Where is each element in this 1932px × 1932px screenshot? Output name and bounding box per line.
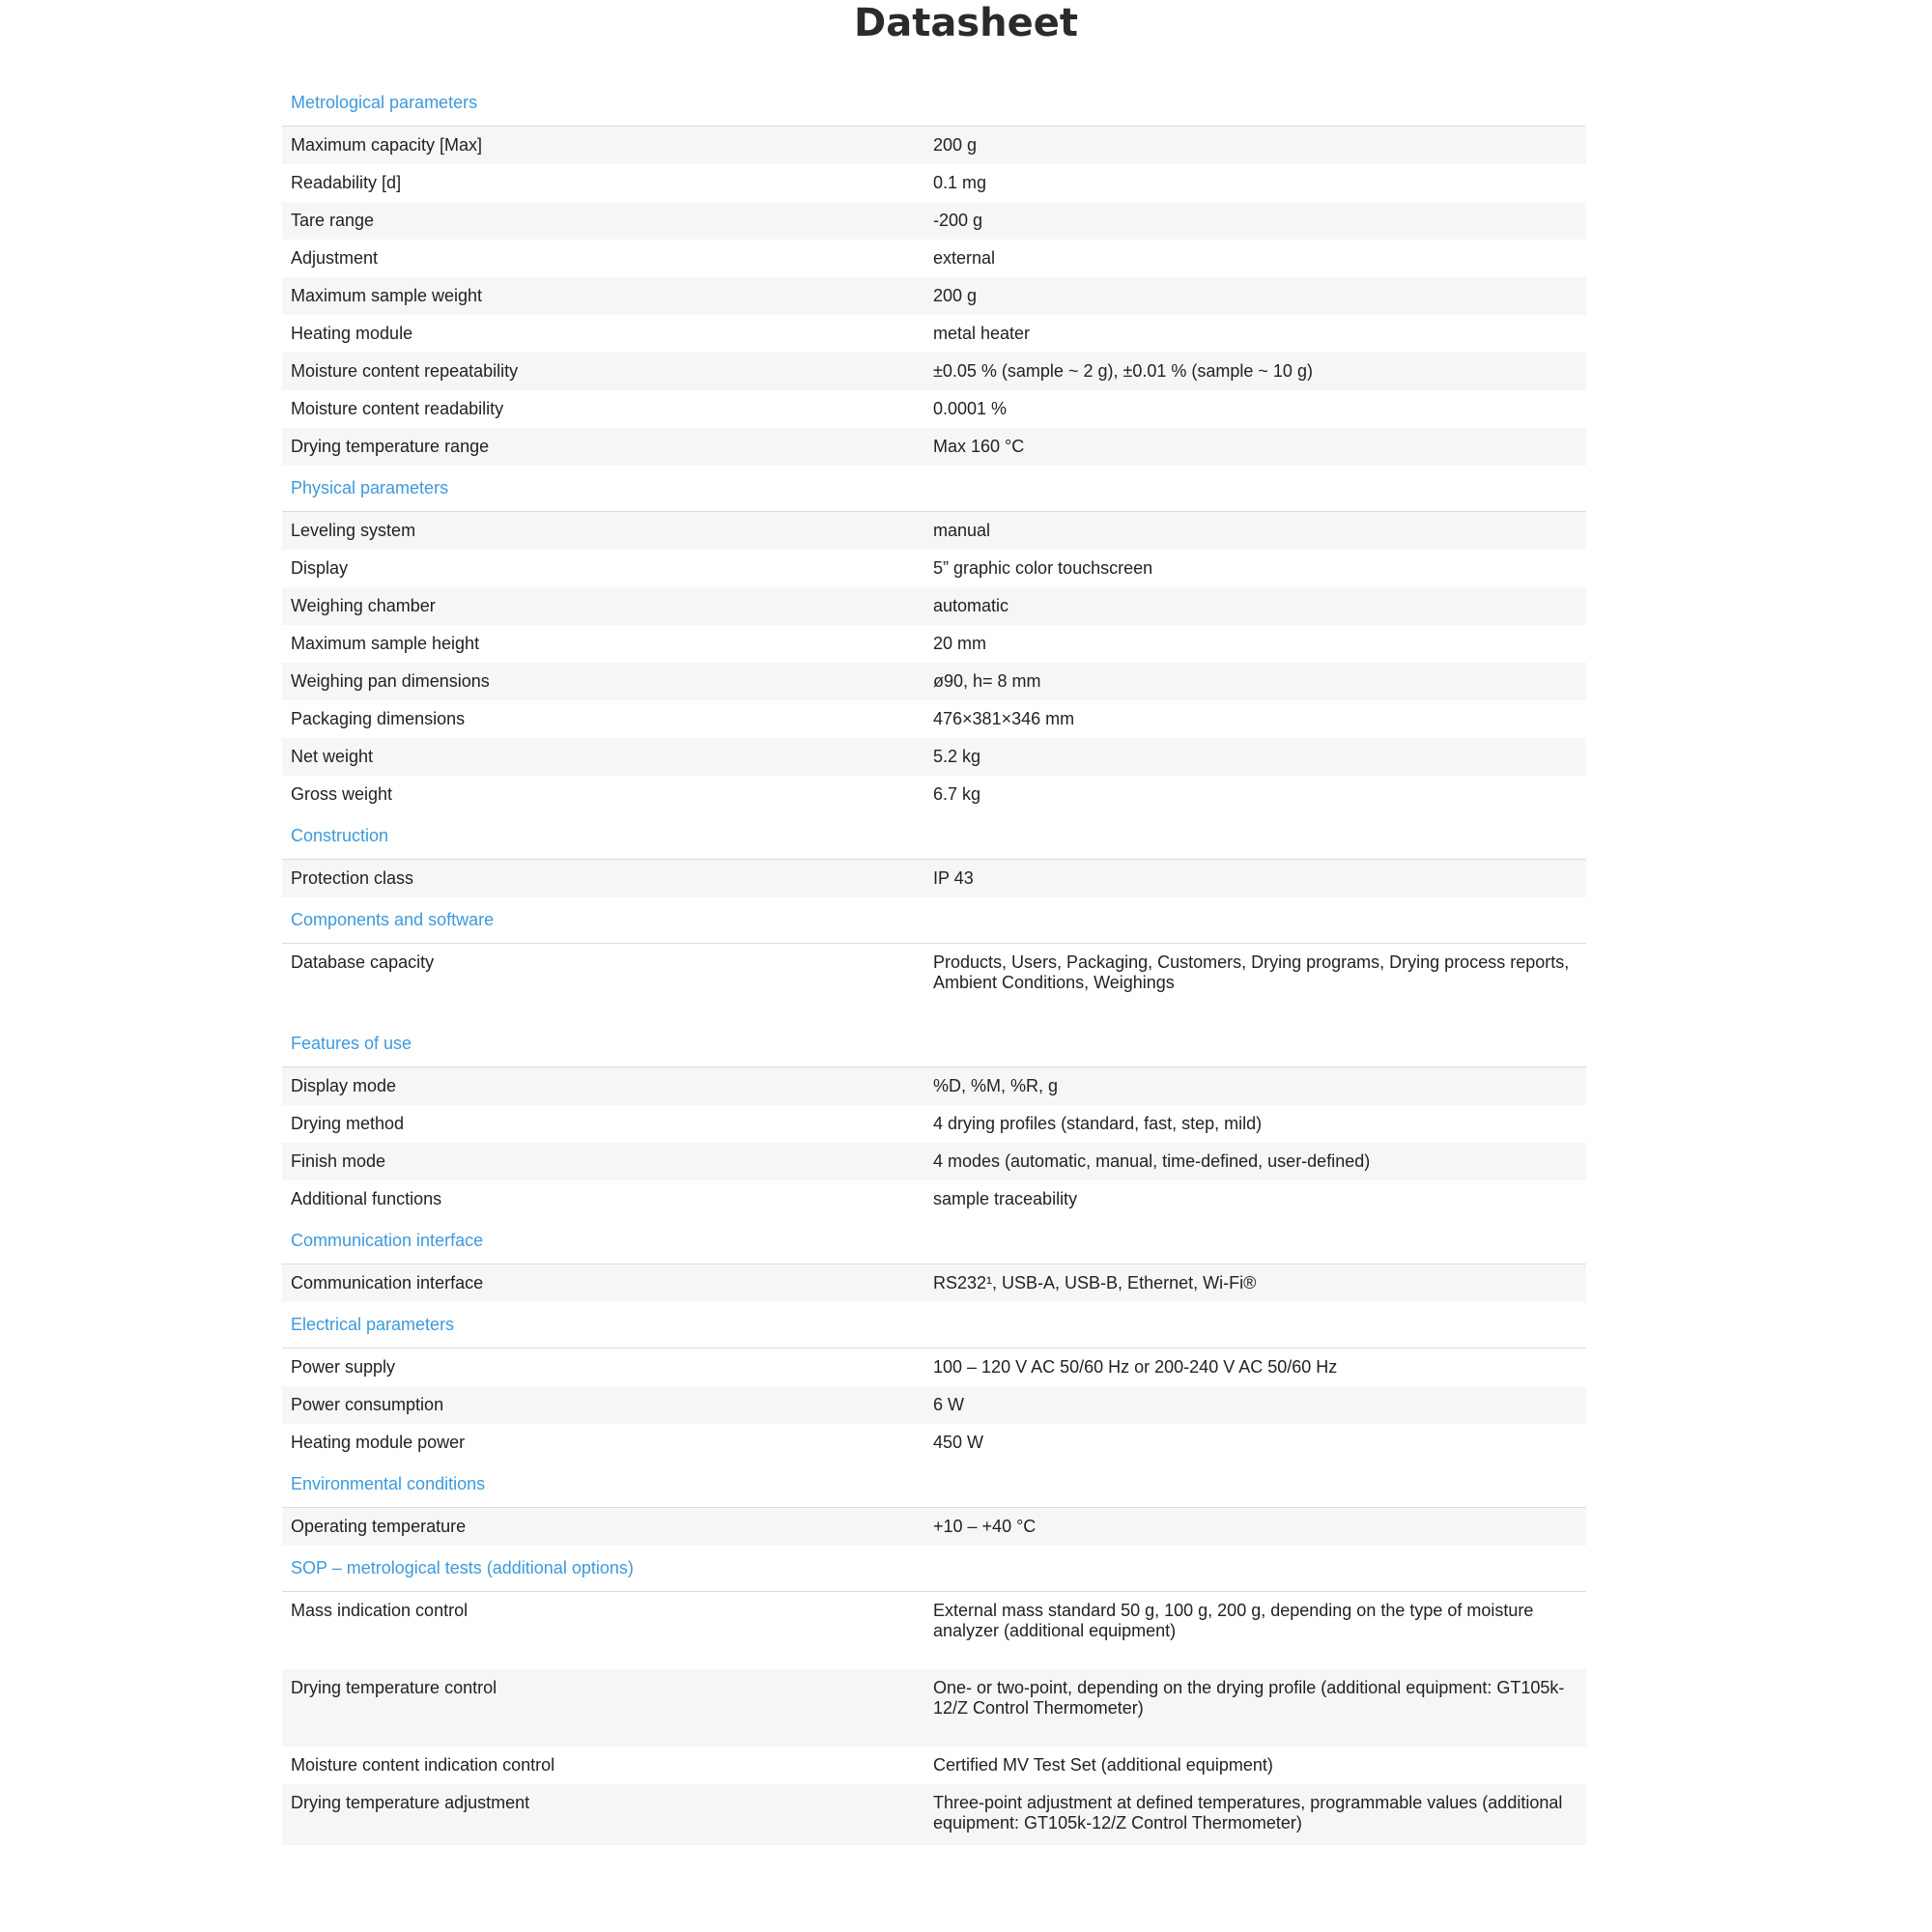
row-label: Gross weight [291,784,393,804]
row-value: 100 – 120 V AC 50/60 Hz or 200-240 V AC 50/60 Hz [933,1357,1338,1377]
table-row [282,512,1586,550]
table-row [282,1067,1586,1105]
section-rows [282,512,1586,813]
row-value: 6.7 kg [933,784,981,804]
row-label: Moisture content readability [291,399,504,418]
row-label: Drying temperature range [291,437,490,456]
row-label: Power consumption [291,1395,444,1414]
section-heading: Electrical parameters [282,1302,1586,1349]
table-row [282,202,1586,240]
row-label: Maximum sample height [291,634,480,653]
row-value: 200 g [933,286,978,305]
table-row [282,550,1586,587]
row-label: Additional functions [291,1189,442,1208]
row-value: ±0.05 % (sample ~ 2 g), ±0.01 % (sample ~ 10 g) [933,361,1313,381]
table-row [282,1592,1586,1669]
table-row [282,127,1586,164]
table-row [282,1669,1586,1747]
table-row [282,1386,1586,1424]
row-value: External mass standard 50 g, 100 g, 200 g, depending on the type of moisture analyzer (additional equipment) [933,1601,1534,1640]
section-rows [282,1349,1586,1462]
section-heading: Components and software [282,897,1586,944]
row-value: Certified MV Test Set (additional equipment) [933,1755,1273,1775]
row-value: One- or two-point, depending on the drying profile (additional equipment: GT105k-12/Z Control Thermometer) [933,1678,1565,1718]
row-value: +10 – +40 °C [933,1517,1037,1536]
row-value: 4 drying profiles (standard, fast, step, mild) [933,1114,1263,1133]
datasheet-table [282,80,1586,1845]
section-heading: Features of use [282,1021,1586,1067]
section-heading: Physical parameters [282,466,1586,512]
table-row [282,428,1586,466]
table-row [282,1180,1586,1218]
table-row [282,663,1586,700]
row-label: Packaging dimensions [291,709,466,728]
table-row [282,1508,1586,1546]
row-value: RS232¹, USB-A, USB-B, Ethernet, Wi-Fi® [933,1273,1257,1293]
row-value: 5” graphic color touchscreen [933,558,1153,578]
table-row [282,315,1586,353]
row-label: Display mode [291,1076,397,1095]
section-rows [282,1264,1586,1302]
row-label: Power supply [291,1357,396,1377]
row-label: Communication interface [291,1273,484,1293]
table-row [282,1143,1586,1180]
row-value: metal heater [933,324,1031,343]
row-label: Display [291,558,349,578]
section-rows [282,127,1586,466]
row-label: Readability [d] [291,173,402,192]
row-value: automatic [933,596,1009,615]
table-row [282,164,1586,202]
table-row [282,1784,1586,1845]
table-row [282,776,1586,813]
row-value: sample traceability [933,1189,1078,1208]
row-label: Mass indication control [291,1601,469,1620]
row-value: 20 mm [933,634,987,653]
section-rows [282,944,1586,1021]
section-heading: Construction [282,813,1586,860]
table-row [282,1747,1586,1784]
row-label: Drying method [291,1114,405,1133]
row-value: 450 W [933,1433,984,1452]
row-value: IP 43 [933,868,974,888]
row-value: 4 modes (automatic, manual, time-defined, user-defined) [933,1151,1371,1171]
table-row [282,1105,1586,1143]
row-value: Max 160 °C [933,437,1025,456]
table-row [282,1349,1586,1386]
row-label: Adjustment [291,248,379,268]
row-value: 476×381×346 mm [933,709,1075,728]
row-value: 0.0001 % [933,399,1008,418]
row-value: ø90, h= 8 mm [933,671,1041,691]
row-label: Heating module [291,324,413,343]
row-value: Products, Users, Packaging, Customers, Drying programs, Drying process reports, Ambient Conditions, Weighings [933,952,1570,992]
table-row [282,625,1586,663]
row-label: Weighing pan dimensions [291,671,490,691]
row-label: Finish mode [291,1151,386,1171]
row-value: 5.2 kg [933,747,981,766]
row-label: Operating temperature [291,1517,467,1536]
table-row [282,240,1586,277]
row-value: %D, %M, %R, g [933,1076,1059,1095]
section-heading: Communication interface [282,1218,1586,1264]
row-value: -200 g [933,211,983,230]
table-row [282,860,1586,897]
row-label: Moisture content indication control [291,1755,555,1775]
section-heading: Environmental conditions [282,1462,1586,1508]
row-value: manual [933,521,991,540]
table-row [282,1424,1586,1462]
row-label: Database capacity [291,952,435,972]
row-label: Net weight [291,747,374,766]
table-row [282,353,1586,390]
table-row [282,1264,1586,1302]
row-label: Protection class [291,868,414,888]
row-value: external [933,248,996,268]
table-row [282,390,1586,428]
table-row [282,700,1586,738]
row-label: Heating module power [291,1433,466,1452]
row-value: 6 W [933,1395,965,1414]
section-rows [282,1592,1586,1845]
page-title: Datasheet [854,1,1078,45]
row-label: Moisture content repeatability [291,361,519,381]
row-label: Maximum sample weight [291,286,483,305]
row-label: Weighing chamber [291,596,436,615]
table-row [282,587,1586,625]
section-heading: SOP – metrological tests (additional options) [282,1546,1586,1592]
section-rows [282,1067,1586,1218]
section-rows [282,1508,1586,1546]
row-label: Drying temperature control [291,1678,497,1697]
section-heading: Metrological parameters [282,80,1586,127]
table-row [282,738,1586,776]
section-rows [282,860,1586,897]
row-value: 200 g [933,135,978,155]
table-row [282,944,1586,1021]
row-value: 0.1 mg [933,173,987,192]
row-label: Leveling system [291,521,416,540]
row-value: Three-point adjustment at defined temperatures, programmable values (additional equipment: GT105k-12/Z Control Thermometer) [933,1793,1563,1833]
row-label: Drying temperature adjustment [291,1793,530,1812]
row-label: Tare range [291,211,375,230]
table-row [282,277,1586,315]
row-label: Maximum capacity [Max] [291,135,483,155]
